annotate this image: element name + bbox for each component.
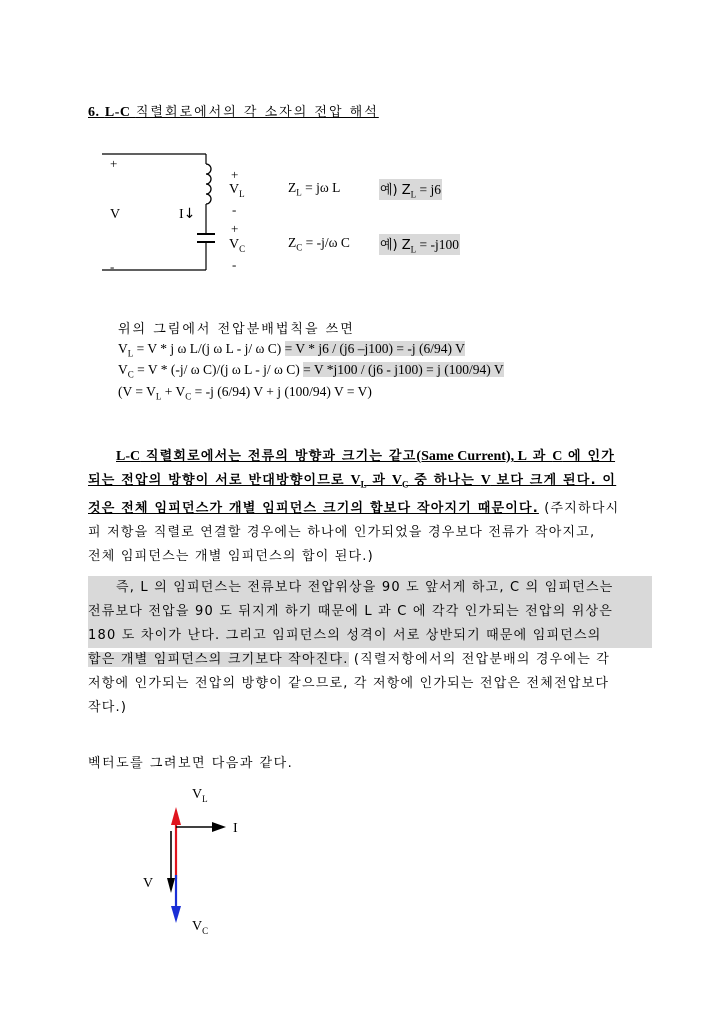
capacitor-plus: + bbox=[231, 221, 239, 236]
i-label: I bbox=[233, 821, 238, 836]
inductor-minus: - bbox=[232, 202, 237, 217]
source-voltage-label: V bbox=[110, 207, 121, 222]
phasor-diagram bbox=[150, 795, 240, 930]
paragraph-phase-difference: 즉, L 의 임피던스는 전류보다 전압위상을 90 도 앞서게 하고, C 의 임피던스는 전류보다 전압을 90 도 뒤지게 하기 때문에 L 과 C 에 각각 인가되는 전압의 위상은 180 도 차이가 난다. 그리고 임피던스의 성격이 서로 상반되기 때문에 임피던스의 합은 개별 임피던스의 크기보다 작아진다. (직렬저항에서의 전압분배의 경우에는 각 저항에 인가되는 전압의 방향이 같으므로, 각 저항에 인가되는 전압은 전체전압보다 작다.) bbox=[88, 576, 652, 720]
vc-arrowhead bbox=[171, 906, 181, 923]
v-label: V bbox=[143, 876, 154, 891]
sum-equation: ($V = V_L + V_C = -j$ (6/94) V + j (100/94) V = V) bbox=[118, 384, 372, 402]
inductor-plus: + bbox=[231, 167, 239, 182]
vl-equation: $V_L = V * j$ ω L/(j ω L - j/ ω C) = V * j6 / (j6 –j100) = -j (6/94) V bbox=[118, 341, 465, 359]
zl-example: 예) $Z_L = j6$ bbox=[379, 179, 442, 200]
divider-rule-intro: 위의 그림에서 전압분배법칙을 쓰면 bbox=[118, 322, 355, 337]
section-title-en: L-C bbox=[104, 105, 131, 120]
vector-diagram-intro: 벡터도를 그려보면 다음과 같다. bbox=[88, 756, 294, 771]
source-minus: - bbox=[110, 259, 115, 274]
zl-equation: $Z_L = j\omega$ L bbox=[288, 180, 341, 198]
vc-label: $V_C$ bbox=[192, 919, 209, 936]
vl-arrowhead bbox=[171, 807, 181, 825]
inductor-symbol bbox=[206, 164, 211, 204]
capacitor-minus: - bbox=[232, 257, 237, 272]
zc-example: 예) $Z_L = -j100$ bbox=[379, 234, 460, 255]
section-number: 6. bbox=[88, 105, 100, 120]
i-arrowhead bbox=[212, 822, 226, 832]
zc-equation: $Z_C = -j/\omega$ C bbox=[288, 235, 350, 253]
vl-label: $V_L$ bbox=[192, 787, 208, 804]
v-arrowhead bbox=[167, 878, 175, 893]
paragraph-series-current: L-C 직렬회로에서는 전류의 방향과 크기는 같고(Same Current), L 과 C 에 인가 되는 전압의 방향이 서로 반대방향이므로 $V_L$ 과 $V_C$ 중 하나는 V 보다 크게 된다. 이 것은 전체 임피던스가 개별 임피던스 크기의 합보다 작아지기 때문이다. (주지하다시 피 저항을 직렬로 연결할 경우에는 하나에 인가되었을 경우보다 전류가 작아지고, 전체 임피던스는 개별 임피던스의 합이 된다.) bbox=[88, 449, 620, 564]
vc-equation: $V_C = V * (-j/$ ω C)/(j ω L - j/ ω C) = V *j100 / (j6 - j100) = j (100/94) V bbox=[118, 362, 504, 380]
capacitor-voltage-label: $V_C$ bbox=[229, 237, 246, 254]
section-heading bbox=[88, 101, 379, 121]
current-label: I↓ bbox=[179, 206, 196, 222]
source-plus: + bbox=[110, 156, 118, 171]
inductor-voltage-label: $V_L$ bbox=[229, 182, 245, 199]
section-title-ko: 직렬회로에서의 각 소자의 전압 해석 bbox=[135, 105, 379, 120]
